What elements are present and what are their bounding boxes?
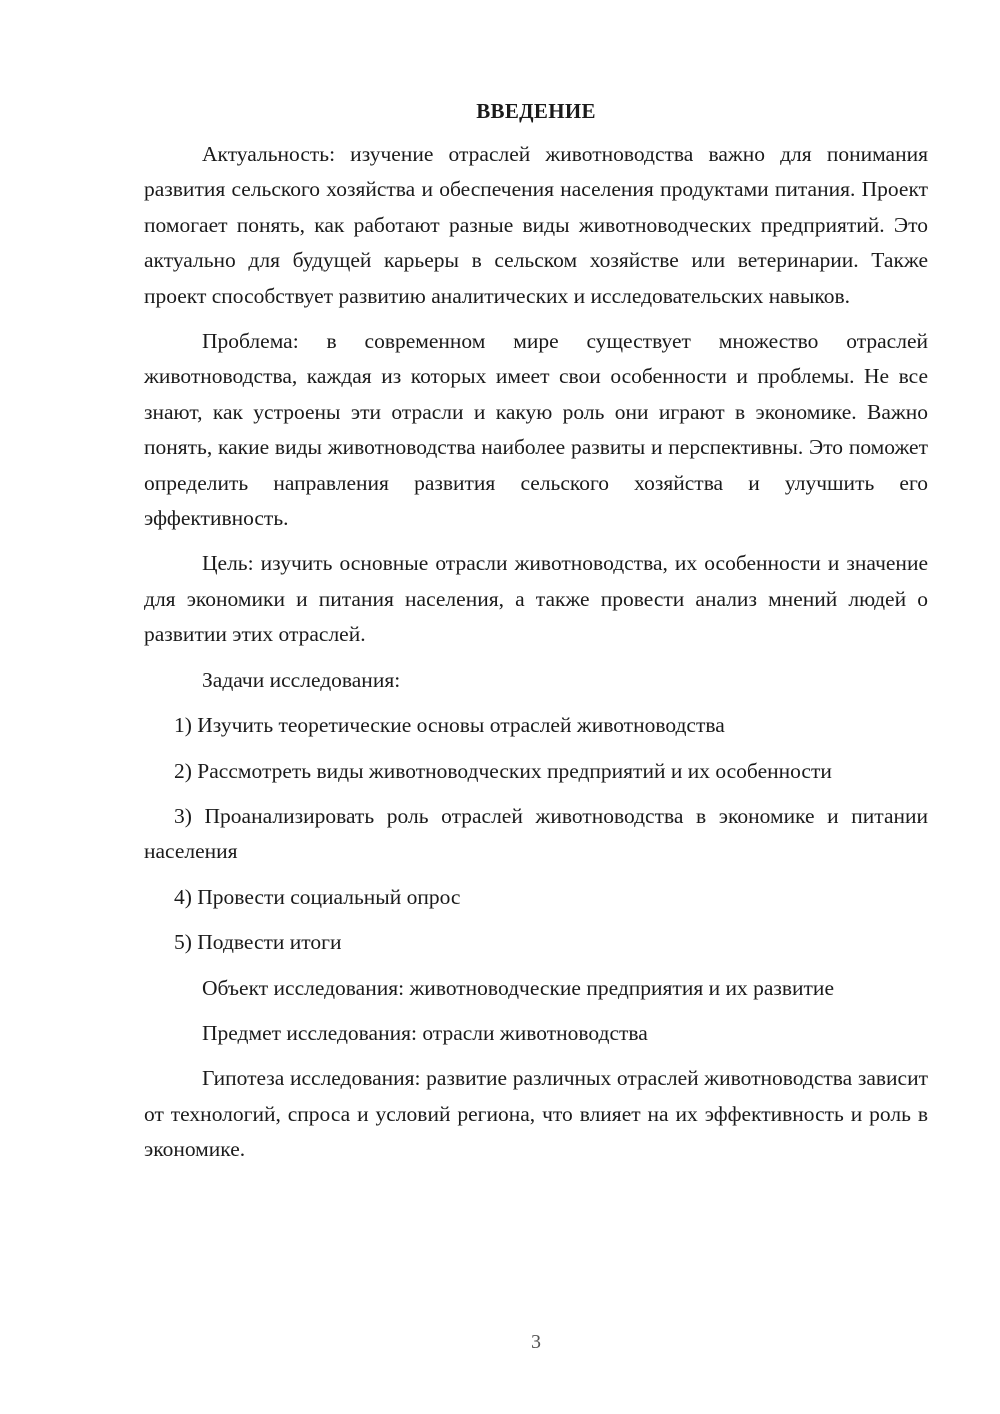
page-title: ВВЕДЕНИЕ [476,99,596,123]
task-item-1: 1) Изучить теоретические основы отраслей животноводства [174,713,725,738]
page-number: 3 [531,1331,541,1353]
goal-paragraph: Цель: изучить основные отрасли животноводства, их особенности и значение для экономики и питания населения, а также провести анализ мнений людей о развитии этих отраслей. [144,551,928,647]
subject-paragraph: Предмет исследования: отрасли животноводства [202,1020,648,1045]
task-item-3: 3) Проанализировать роль отраслей животноводства в экономике и питании населения [144,803,928,864]
task-item-2: 2) Рассмотреть виды животноводческих предприятий и их особенности [174,758,832,783]
hypothesis-paragraph: Гипотеза исследования: развитие различных отраслей животноводства зависит от технологий, спроса и условий региона, что влияет на их эффективность и роль в экономике. [144,1066,928,1162]
problem-paragraph: Проблема: в современном мире существует множество отраслей животноводства, каждая из которых имеет свои особенности и проблемы. Не все знают, как устроены эти отрасли и какую роль они играют в экономике. Важно понять, какие виды животноводства наиболее развиты и перспективны. Это поможет определить направления развития сельского хозяйства и улучшить его эффективность. [144,329,928,531]
task-item-5: 5) Подвести итоги [174,930,342,955]
object-paragraph: Объект исследования: животноводческие предприятия и их развитие [202,975,834,1000]
task-item-4: 4) Провести социальный опрос [174,884,461,909]
relevance-paragraph: Актуальность: изучение отраслей животноводства важно для понимания развития сельского хозяйства и обеспечения населения продуктами питания. Проект помогает понять, как работают разные виды животноводческих предприятий. Это актуально для будущей карьеры в сельском хозяйстве или ветеринарии. Также проект способствует развитию аналитических и исследовательских навыков. [144,142,928,308]
tasks-heading: Задачи исследования: [202,667,401,692]
page-content [144,94,928,1178]
tasks-list [144,708,928,960]
